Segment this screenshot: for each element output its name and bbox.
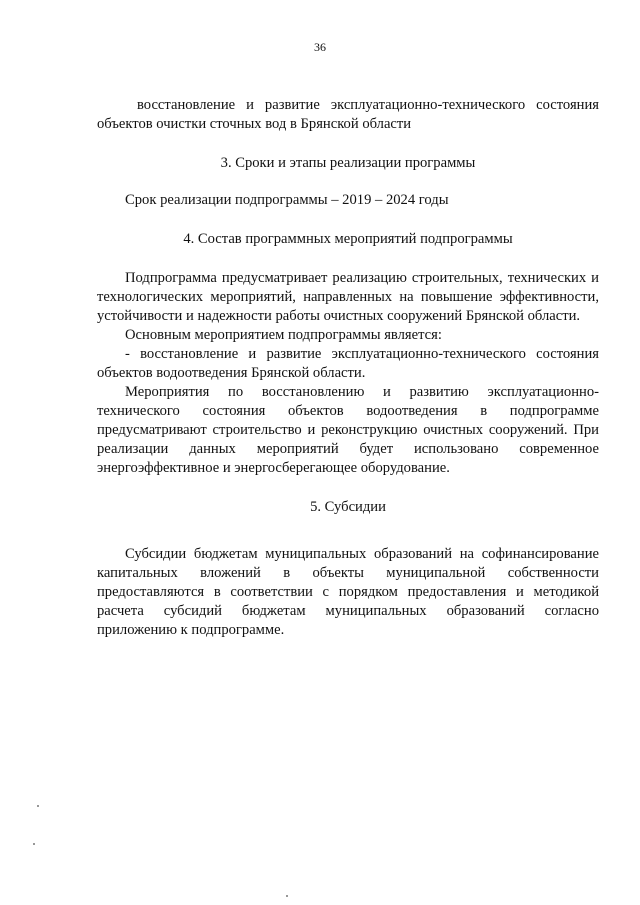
section-4-paragraph-4: Мероприятия по восстановлению и развитию эксплуатационно-технического состояния объектов водоотведения в подпрограмме предусматривают строительство и реконструкцию очистных сооружений. При реализации данных мероприятий будет использовано современное энергоэффективное и энергосберегающее оборудование. [97,384,599,476]
page-number: 36 [314,40,326,54]
section-3-heading: 3. Сроки и этапы реализации программы [220,155,476,171]
section-3-text: Срок реализации подпрограммы – 2019 – 2024 годы [125,192,449,208]
scan-artifact [286,895,288,897]
section-4-paragraph-2: Основным мероприятием подпрограммы является: [125,327,442,343]
section-4-paragraph-1: Подпрограмма предусматривает реализацию строительных, технических и технологических мероприятий, направленных на повышение эффективности, устойчивости и надежности работы очистных сооружений Брянской области. [97,270,599,324]
section-4-paragraph-3: - восстановление и развитие эксплуатационно-технического состояния объектов водоотведения Брянской области. [97,346,599,381]
section-4-heading: 4. Состав программных мероприятий подпрограммы [183,231,513,247]
section-5-paragraph: Субсидии бюджетам муниципальных образований на софинансирование капитальных вложений в объекты муниципальной собственности предоставляются в соответствии с порядком предоставления и методикой расчета субсидий бюджетам муниципальных образований согласно приложению к подпрограмме. [97,546,599,638]
section-5-heading: 5. Субсидии [310,499,386,515]
document-body [97,96,599,640]
intro-paragraph: восстановление и развитие эксплуатационно-технического состояния объектов очистки сточных вод в Брянской области [97,97,599,132]
scan-artifact [33,843,35,845]
scan-artifact [37,805,39,807]
